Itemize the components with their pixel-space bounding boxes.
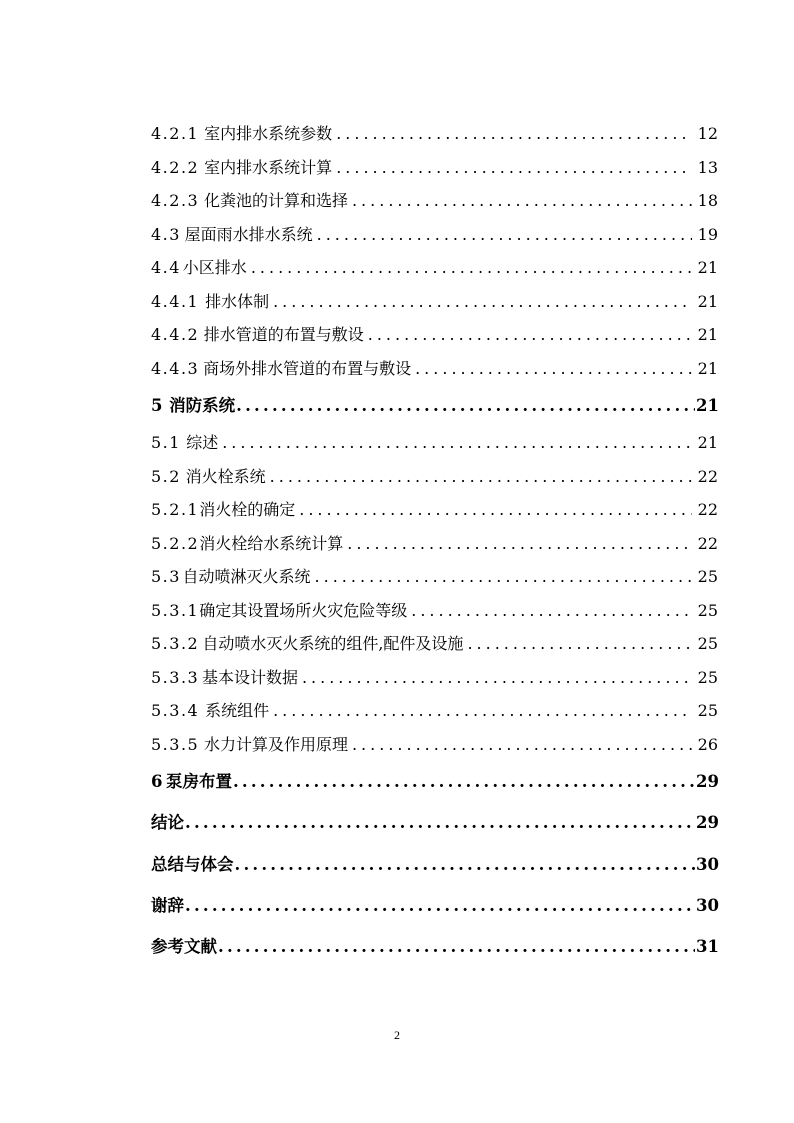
toc-leader-dots — [352, 728, 692, 762]
toc-entry-number: 5.3 — [151, 567, 181, 587]
toc-entry[interactable] — [151, 885, 718, 926]
toc-entry-page-number: 25 — [697, 634, 718, 654]
toc-leader-dots — [185, 885, 695, 926]
toc-entry-page-number: 21 — [697, 291, 718, 311]
toc-leader-dots — [415, 352, 692, 386]
toc-entry[interactable] — [151, 802, 718, 843]
toc-entry-page-number: 18 — [697, 191, 718, 210]
toc-entry-page-number: 29 — [696, 813, 719, 833]
toc-entry-title: 消防系统 — [169, 396, 236, 415]
toc-entry[interactable] — [151, 661, 718, 695]
toc-entry-page-number: 25 — [697, 667, 718, 687]
toc-entry[interactable] — [151, 251, 718, 285]
toc-leader-dots — [236, 385, 695, 426]
toc-leader-dots — [302, 661, 692, 695]
toc-entry-number: 4.2.2 — [151, 157, 200, 177]
toc-entry-number: 4.3 — [151, 224, 181, 244]
toc-entry-page-number: 21 — [697, 325, 718, 344]
toc-entry[interactable] — [151, 385, 718, 426]
toc-leader-dots — [273, 694, 692, 728]
toc-entry-number: 6 — [151, 772, 164, 792]
toc-entry-title: 排水体制 — [205, 291, 270, 311]
toc-entry-title: 室内排水系统参数 — [204, 124, 333, 143]
toc-leader-dots — [273, 285, 692, 319]
toc-entry[interactable] — [151, 426, 718, 460]
toc-entry[interactable] — [151, 117, 718, 151]
toc-entry-title: 排水管道的布置与敷设 — [203, 325, 364, 344]
toc-leader-dots — [235, 844, 696, 885]
toc-leader-dots — [218, 926, 695, 967]
toc-entry-page-number: 30 — [696, 854, 719, 874]
toc-entry-page-number: 22 — [697, 500, 718, 520]
toc-entry-number: 4.4.3 — [151, 358, 200, 378]
toc-entry-title: 系统组件 — [205, 701, 270, 721]
toc-entry-page-number: 22 — [697, 466, 718, 486]
toc-entry-title: 化粪池的计算和选择 — [203, 191, 348, 210]
toc-entry-page-number: 21 — [697, 433, 718, 453]
toc-entry-title: 自动喷水灭火系统的组件,配件及设施 — [202, 634, 464, 654]
toc-entry-page-number: 12 — [697, 124, 718, 143]
toc-entry-number: 5.3.5 — [151, 734, 200, 754]
toc-entry[interactable] — [151, 285, 718, 319]
toc-leader-dots — [411, 594, 692, 628]
toc-entry[interactable] — [151, 627, 718, 661]
toc-entry-title: 总结与体会 — [151, 854, 234, 874]
toc-entry-title: 结论 — [151, 813, 184, 833]
toc-entry[interactable] — [151, 493, 718, 527]
toc-entry-title: 水力计算及作用原理 — [203, 734, 348, 754]
toc-entry-page-number: 30 — [696, 895, 719, 915]
toc-leader-dots — [352, 184, 692, 218]
toc-entry-page-number: 31 — [696, 936, 719, 956]
toc-entry-number: 5.2.1 — [151, 500, 200, 520]
toc-leader-dots — [222, 426, 692, 460]
toc-entry[interactable] — [151, 694, 718, 728]
toc-entry[interactable] — [151, 460, 718, 494]
toc-entry-page-number: 21 — [697, 358, 718, 378]
toc-leader-dots — [347, 527, 692, 561]
toc-entry-page-number: 21 — [697, 258, 718, 277]
toc-entry-page-number: 25 — [697, 701, 718, 721]
toc-entry-title: 自动喷淋灭火系统 — [182, 567, 311, 587]
toc-entry-title: 谢辞 — [151, 895, 184, 915]
toc-leader-dots — [185, 802, 695, 843]
toc-entry-title: 小区排水 — [182, 258, 247, 277]
toc-entry-page-number: 26 — [697, 734, 718, 754]
toc-entry-title: 确定其设置场所火灾危险等级 — [199, 600, 408, 620]
toc-entry-number: 4.4.1 — [151, 291, 200, 311]
toc-entry-page-number: 29 — [696, 772, 719, 792]
toc-leader-dots — [233, 761, 695, 802]
toc-entry[interactable] — [151, 728, 718, 762]
toc-entry-number: 5.3.4 — [151, 701, 200, 721]
toc-entry-title: 消火栓的确定 — [199, 500, 296, 520]
toc-leader-dots — [368, 318, 692, 352]
toc-entry-number: 4.2.3 — [151, 191, 200, 210]
toc-entry-title: 室内排水系统计算 — [204, 157, 333, 177]
toc-entry[interactable] — [151, 926, 718, 967]
toc-entry-title: 消火栓系统 — [185, 466, 266, 486]
toc-entry-title: 综述 — [186, 433, 219, 453]
toc-entry[interactable] — [151, 318, 718, 352]
toc-entry-number: 4.2.1 — [151, 124, 200, 143]
toc-entry[interactable] — [151, 151, 718, 185]
toc-entry-number: 4.4.2 — [151, 325, 200, 344]
table-of-contents — [151, 117, 718, 967]
toc-entry-number: 5.2 — [151, 466, 181, 486]
toc-entry-number: 5.3.1 — [151, 600, 200, 620]
toc-entry-title: 屋面雨水排水系统 — [184, 224, 313, 244]
toc-entry[interactable] — [151, 844, 718, 885]
toc-leader-dots — [299, 493, 692, 527]
toc-leader-dots — [336, 151, 692, 185]
toc-entry-title: 商场外排水管道的布置与敷设 — [203, 358, 412, 378]
toc-leader-dots — [317, 218, 692, 252]
toc-entry-page-number: 22 — [697, 533, 718, 553]
toc-entry[interactable] — [151, 560, 718, 594]
toc-entry[interactable] — [151, 184, 718, 218]
toc-entry-number: 5 — [151, 396, 164, 415]
toc-entry-page-number: 21 — [696, 396, 719, 415]
toc-entry-number: 4.4 — [151, 258, 181, 277]
toc-leader-dots — [251, 251, 692, 285]
toc-entry-number: 5.3.2 — [151, 634, 200, 654]
toc-entry-number: 5.3.3 — [151, 667, 200, 687]
toc-entry-number: 5.2.2 — [151, 533, 200, 553]
toc-entry[interactable] — [151, 527, 718, 561]
toc-entry-number: 5.1 — [151, 433, 181, 453]
toc-entry[interactable] — [151, 218, 718, 252]
toc-leader-dots — [467, 627, 692, 661]
toc-entry-page-number: 19 — [697, 224, 718, 244]
toc-leader-dots — [270, 460, 692, 494]
toc-entry[interactable] — [151, 594, 718, 628]
toc-entry-title: 基本设计数据 — [201, 667, 298, 687]
toc-entry[interactable] — [151, 761, 718, 802]
toc-leader-dots — [336, 117, 692, 151]
toc-entry[interactable] — [151, 352, 718, 386]
page-number: 2 — [394, 1028, 400, 1042]
toc-entry-page-number: 25 — [697, 567, 718, 587]
toc-entry-title: 消火栓给水系统计算 — [199, 533, 344, 553]
toc-entry-title: 参考文献 — [151, 936, 217, 956]
toc-leader-dots — [315, 560, 692, 594]
toc-entry-title: 泵房布置 — [165, 772, 232, 792]
toc-entry-page-number: 25 — [697, 600, 718, 620]
toc-entry-page-number: 13 — [697, 157, 718, 177]
